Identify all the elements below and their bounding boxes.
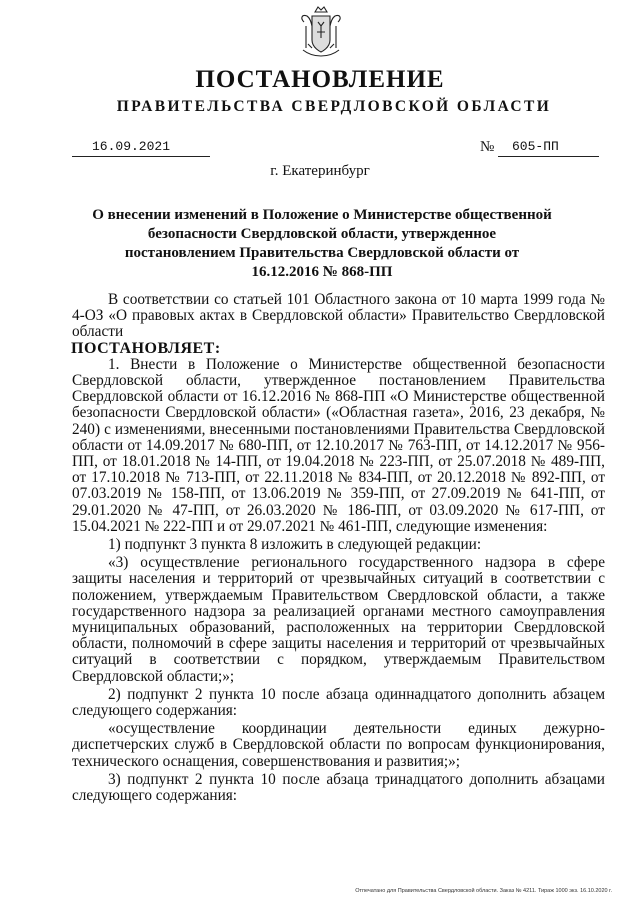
subitem-1-paragraph: 1) подпункт 3 пункта 8 изложить в следующей редакции:	[108, 536, 482, 554]
item-1-paragraph: 1. Внести в Положение о Министерстве общественной безопасности Свердловской области, утвержденное постановлением Правительства Свердловской области от 16.12.2016 № 868-ПП «О Министерстве общественной безопасности Свердловской области» («Областная газета», 2016, 23 декабря, № 240) с изменениями, внесенными постановлениями Правительства Свердловской области от 14.09.2017 № 680-ПП, от 12.10.2017 № 763-ПП, от 14.12.2017 № 956-ПП, от 18.01.2018 № 14-ПП, от 19.04.2018 № 223-ПП, от 25.07.2018 № 489-ПП, от 17.10.2018 № 713-ПП, от 22.11.2018 № 834-ПП, от 20.12.2018 № 892-ПП, от 07.03.2019 № 158-ПП, от 13.06.2019 № 359-ПП, от 27.09.2019 № 641-ПП, от 29.01.2020 № 47-ПП, от 26.03.2020 № 186-ПП, от 03.09.2020 № 617-ПП, от 15.04.2021 № 222-ПП и от 29.07.2021 № 461-ПП, следующие изменения:	[72, 355, 605, 535]
quote-1-paragraph: «3) осуществление регионального государственного надзора в сфере защиты населения и территорий от чрезвычайных ситуаций в соответствии с положением, утверждаемым Правительством Свердловской области, а также государственного надзора за реализацией органами местного самоуправления муниципальных образований, расположенных на территории Свердловской области, полномочий в сфере защиты населения и территорий от чрезвычайных ситуаций в соответствии с порядком, утверждаемым Правительством Свердловской области;»;	[72, 554, 605, 685]
document-date: 16.09.2021	[92, 139, 171, 154]
subitem-2-paragraph: 2) подпункт 2 пункта 10 после абзаца одиннадцатого дополнить абзацем следующего содержания:	[72, 685, 605, 720]
document-heading: О внесении изменений в Положение о Министерстве общественной безопасности Свердловской области, утвержденное постановлением Правительства Свердловской области от 16.12.2016 № 868-ПП	[92, 207, 552, 280]
subitem-3-paragraph: 3) подпункт 2 пункта 10 после абзаца тринадцатого дополнить абзацами следующего содержания:	[72, 770, 605, 805]
number-sign: №	[480, 139, 495, 155]
document-number: 605-ПП	[512, 139, 559, 154]
quote-2-paragraph: «осуществление координации деятельности единых дежурно-диспетчерских служб в Свердловской области по вопросам функционирования, технического оснащения, совершенствования и развития;»;	[72, 720, 605, 770]
document-title: ПОСТАНОВЛЕНИЕ	[195, 66, 445, 93]
coat-of-arms-icon	[298, 4, 344, 60]
print-footer: Отпечатано для Правительства Свердловской области. Заказ № 4211. Тираж 1000 экз. 16.10.2020 г.	[355, 888, 612, 894]
preamble-paragraph: В соответствии со статьей 101 Областного закона от 10 марта 1999 года № 4-ОЗ «О правовых актах в Свердловской области» Правительство Свердловской области	[72, 291, 605, 341]
document-city: г. Екатеринбург	[270, 163, 370, 179]
decree-word: ПОСТАНОВЛЯЕТ:	[71, 339, 221, 357]
document-body	[72, 292, 605, 804]
document-issuer: ПРАВИТЕЛЬСТВА СВЕРДЛОВСКОЙ ОБЛАСТИ	[116, 98, 552, 115]
